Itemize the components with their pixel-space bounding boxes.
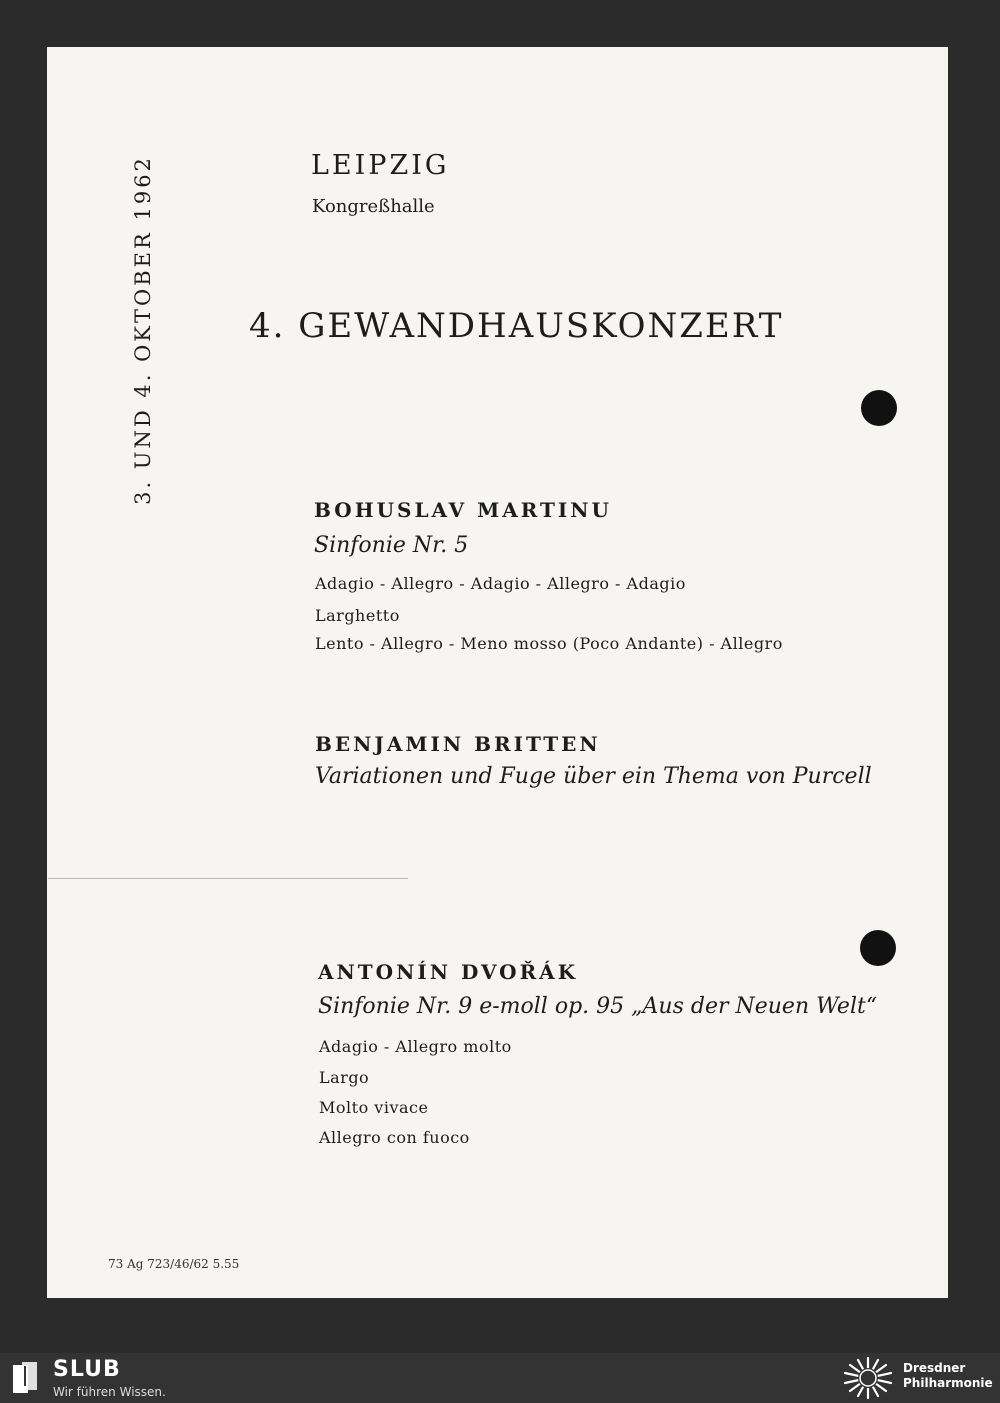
slub-book-icon <box>12 1361 38 1395</box>
partner-name[interactable] <box>903 1361 993 1391</box>
divider-line <box>48 878 408 879</box>
partner-name-line2: Philharmonie <box>903 1376 993 1390</box>
work-title: Sinfonie Nr. 9 e-moll op. 95 „Aus der Neuen Welt“ <box>318 994 878 1019</box>
print-code: 73 Ag 723/46/62 5.55 <box>108 1257 240 1271</box>
footer-bar <box>0 1353 1000 1403</box>
punch-hole-icon <box>860 930 896 966</box>
movement: Adagio - Allegro molto <box>319 1037 512 1056</box>
composer-name: BOHUSLAV MARTINU <box>314 498 612 522</box>
partner-name-line1: Dresdner <box>903 1361 966 1375</box>
movement: Lento - Allegro - Meno mosso (Poco Andante) - Allegro <box>315 634 783 653</box>
program-page <box>47 47 948 1298</box>
philharmonie-logo-icon <box>842 1356 894 1400</box>
movement: Adagio - Allegro - Adagio - Allegro - Adagio <box>315 574 686 593</box>
city: LEIPZIG <box>311 150 450 181</box>
venue: Kongreßhalle <box>312 196 435 217</box>
work-title: Sinfonie Nr. 5 <box>314 533 469 558</box>
movement: Largo <box>319 1068 370 1087</box>
composer-name: BENJAMIN BRITTEN <box>315 732 601 756</box>
movement: Molto vivace <box>319 1098 429 1117</box>
punch-hole-icon <box>861 390 897 426</box>
concert-title: 4. GEWANDHAUSKONZERT <box>249 306 784 346</box>
composer-name: ANTONÍN DVOŘÁK <box>318 960 579 984</box>
library-tagline: Wir führen Wissen. <box>53 1385 166 1399</box>
movement: Larghetto <box>315 606 400 625</box>
library-name[interactable]: SLUB <box>53 1357 121 1382</box>
work-title: Variationen und Fuge über ein Thema von Purcell <box>315 764 872 789</box>
side-date: 3. UND 4. OKTOBER 1962 <box>131 155 155 505</box>
movement: Allegro con fuoco <box>319 1128 470 1147</box>
